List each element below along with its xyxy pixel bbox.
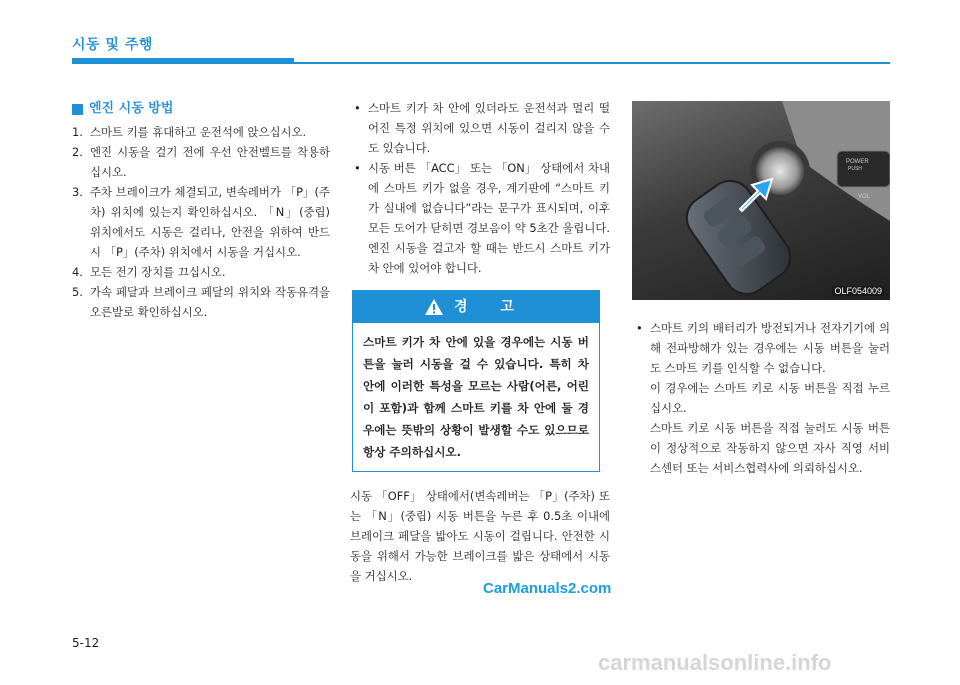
right-column (632, 318, 890, 478)
bullet-subparagraph: 이 경우에는 스마트 키로 시동 버튼을 직접 누르십시오. (650, 381, 890, 415)
footer-site-watermark: carmanualsonline.info (598, 650, 832, 675)
step-text: 엔진 시동을 걸기 전에 우선 안전벨트를 착용하십시오. (90, 145, 330, 179)
smart-key-photo (632, 101, 890, 300)
photo-code: OLF054009 (834, 286, 882, 296)
square-bullet-icon (72, 104, 83, 115)
warning-triangle-icon (424, 298, 444, 316)
step-text: 스마트 키를 휴대하고 운전석에 앉으십시오. (90, 125, 307, 139)
bullet-item (632, 318, 890, 478)
bullet-subparagraph: 스마트 키로 시동 버튼을 직접 눌러도 시동 버튼이 정상적으로 작동하지 않으면 자사 직영 서비스센터 또는 서비스협력사에 의뢰하십시오. (650, 421, 890, 475)
watermark-link[interactable]: CarManuals2.com (483, 580, 612, 597)
bullet-text: 시동 버튼 「ACC」 또는 「ON」 상태에서 차내에 스마트 키가 없을 경우, 계기판에 “스마트 키가 실내에 없습니다”라는 문구가 표시되며, 이후 모든 도어가 닫히면 경보음이 약 5초간 울립니다. 엔진 시동을 걸고자 할 때는 반드시 스마트 키가 차 안에 있어야 합니다. (368, 161, 610, 275)
left-column (72, 98, 330, 322)
step-number: 4. (72, 265, 83, 279)
smart-key-illustration (632, 101, 890, 300)
power-label: POWER (846, 159, 869, 165)
bullet-text: 스마트 키의 배터리가 방전되거나 전자기기에 의해 전파방해가 있는 경우에는 시동 버튼을 눌러도 스마트 키를 인식할 수 없습니다. (650, 321, 890, 375)
page-number: 5-12 (72, 636, 100, 650)
bullet-mark: • (354, 161, 361, 175)
bullet-mark: • (354, 101, 361, 115)
after-warning-paragraph: 시동 「OFF」 상태에서(변속레버는 「P」(주차) 또는 「N」(중립) 시동 버튼을 누른 후 0.5초 이내에 브레이크 페달을 밟아도 시동이 걸립니다. 안전한 시동을 위해서 가능한 브레이크를 밟은 상태에서 시동을 거십시오. (350, 489, 610, 583)
warning-title: 경 고 (454, 299, 528, 315)
step-text: 가속 페달과 브레이크 페달의 위치와 작동유격을 오른발로 확인하십시오. (90, 285, 330, 319)
header-bar-thin (294, 62, 890, 64)
warning-header (353, 291, 599, 323)
warning-body: 스마트 키가 차 안에 있을 경우에는 시동 버튼을 눌러 시동을 걸 수 있습니다. 특히 차 안에 이러한 특성을 모르는 사람(어른, 어린이 포함)과 함께 스마트 키를 차 안에 둘 경우에는 뜻밖의 상황이 발생할 수도 있으므로 항상 주의하십시오. (363, 335, 589, 459)
section-heading-text: 엔진 시동 방법 (89, 101, 174, 116)
step-number: 3. (72, 185, 83, 199)
section-heading (72, 98, 330, 120)
bullet-mark: • (636, 321, 643, 335)
warning-box (352, 290, 600, 472)
bullet-text: 스마트 키가 차 안에 있더라도 운전석과 멀리 떨어진 특정 위치에 있으면 시동이 걸리지 않을 수도 있습니다. (368, 101, 610, 155)
step-number: 5. (72, 285, 83, 299)
steps-list (72, 122, 330, 322)
step-number: 2. (72, 145, 83, 159)
middle-bullets (350, 98, 610, 278)
step-item (72, 122, 330, 142)
step-item (72, 262, 330, 282)
step-item (72, 282, 330, 322)
bullet-item (350, 98, 610, 158)
step-item (72, 142, 330, 182)
section-header-title: 시동 및 주행 (72, 37, 153, 53)
vol-label: VOL (858, 194, 871, 200)
step-text: 주차 브레이크가 체결되고, 변속레버가 「P」(주차) 위치에 있는지 확인하십시오. 「N」(중립) 위치에서도 시동은 걸리나, 안전을 위하여 반드시 「P」(주차) 위치에서 시동을 거십시오. (90, 185, 330, 259)
step-item (72, 182, 330, 262)
header-bar-thick (72, 58, 294, 64)
step-text: 모든 전기 장치를 끄십시오. (90, 265, 226, 279)
middle-column (350, 98, 610, 586)
bullet-item (350, 158, 610, 278)
right-bullets (632, 318, 890, 478)
step-number: 1. (72, 125, 83, 139)
push-label: PUSH (848, 166, 862, 172)
